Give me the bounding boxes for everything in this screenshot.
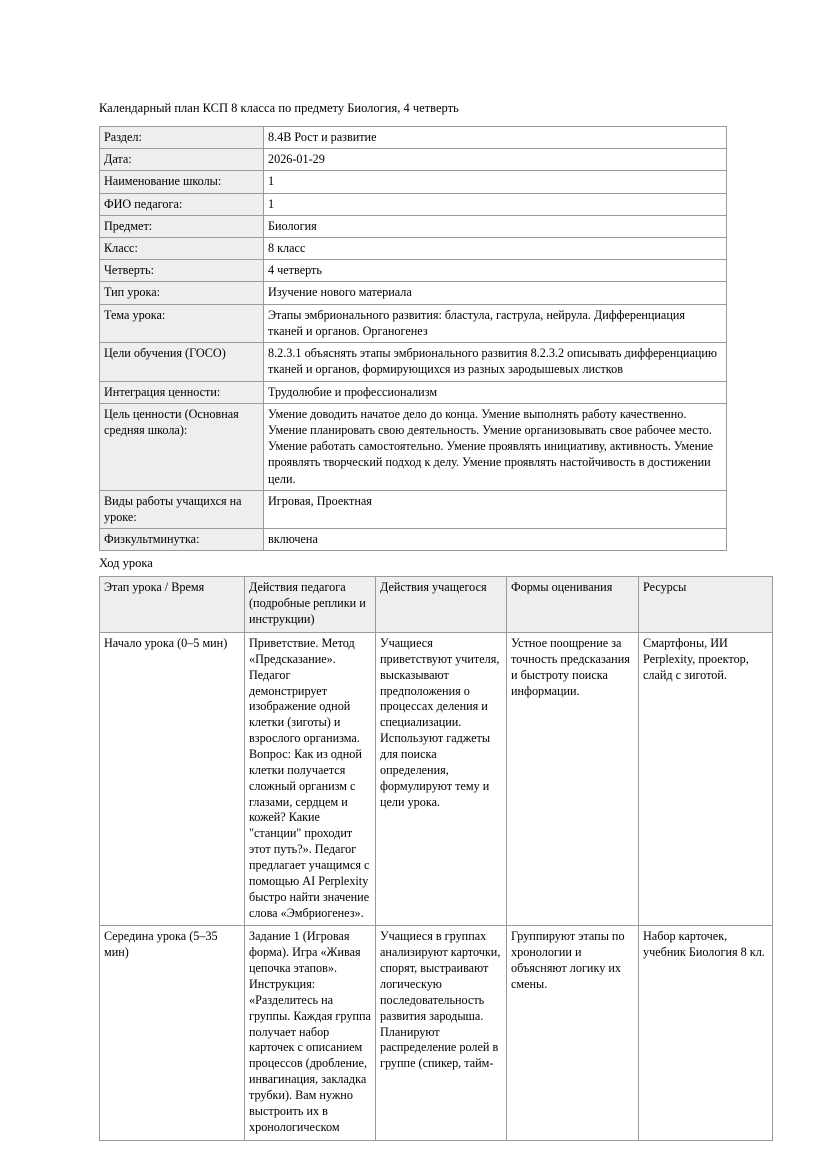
info-table-body <box>100 126 727 551</box>
info-value: Умение доводить начатое дело до конца. Умение выполнять работу качественно. Умение планировать свою деятельность. Умение организовывать свое рабочее место. Умение работать самостоятельно. Умение проявлять инициативу, активность. Умение проявлять творческий подход к делу. Умение проявлять настойчивость в достижении цели. <box>264 403 727 490</box>
info-label: Класс: <box>100 237 264 259</box>
column-header-stage: Этап урока / Время <box>100 577 245 633</box>
page-title: Календарный план КСП 8 класса по предмету Биология, 4 четверть <box>99 101 459 115</box>
table-row <box>100 490 727 528</box>
info-value: 1 <box>264 171 727 193</box>
cell-teacher-actions: Задание 1 (Игровая форма). Игра «Живая цепочка этапов». Инструкция: «Разделитесь на группы. Каждая группа получает набор карточек с описанием процессов (дробление, инвагинация, закладка трубки). Вам нужно выстроить их в хронологическом <box>245 926 376 1140</box>
cell-teacher-actions: Приветствие. Метод «Предсказание». Педагог демонстрирует изображение одной клетки (зиготы) и взрослого организма. Вопрос: Как из одной клетки получается сложный организм с глазами, сердцем и кожей? Какие "станции" проходит этот путь?». Педагог предлагает учащимся с помощью AI Perplexity быстро найти значение слова «Эмбриогенез». <box>245 632 376 925</box>
info-label: Тип урока: <box>100 282 264 304</box>
info-label: Интеграция ценности: <box>100 381 264 403</box>
table-row <box>100 215 727 237</box>
cell-assessment: Устное поощрение за точность предсказания и быстроту поиска информации. <box>507 632 639 925</box>
table-row <box>100 171 727 193</box>
info-value: 8.2.3.1 объяснять этапы эмбрионального развития 8.2.3.2 описывать дифференциацию тканей и органов, формирующихся из разных зародышевых листков <box>264 343 727 381</box>
table-row <box>100 926 773 1140</box>
info-value: Трудолюбие и профессионализм <box>264 381 727 403</box>
info-value: 4 четверть <box>264 260 727 282</box>
info-label: Физкультминутка: <box>100 529 264 551</box>
info-label: Виды работы учащихся на уроке: <box>100 490 264 528</box>
info-label: Предмет: <box>100 215 264 237</box>
info-value: включена <box>264 529 727 551</box>
column-header-student-actions: Действия учащегося <box>376 577 507 633</box>
info-label: Тема урока: <box>100 304 264 342</box>
table-row <box>100 529 727 551</box>
info-value: 1 <box>264 193 727 215</box>
cell-stage: Начало урока (0–5 мин) <box>100 632 245 925</box>
info-value: Игровая, Проектная <box>264 490 727 528</box>
info-label: Цели обучения (ГОСО) <box>100 343 264 381</box>
table-row <box>100 260 727 282</box>
cell-resources: Смартфоны, ИИ Perplexity, проектор, слайд с зиготой. <box>639 632 773 925</box>
info-label: Дата: <box>100 149 264 171</box>
lesson-flow-table <box>99 576 773 1140</box>
table-row <box>100 304 727 342</box>
lesson-info-table <box>99 126 727 552</box>
table-row <box>100 237 727 259</box>
table-row <box>100 381 727 403</box>
table-row <box>100 282 727 304</box>
info-label: ФИО педагога: <box>100 193 264 215</box>
cell-resources: Набор карточек, учебник Биология 8 кл. <box>639 926 773 1140</box>
lesson-table-head <box>100 577 773 633</box>
info-label: Наименование школы: <box>100 171 264 193</box>
table-row <box>100 193 727 215</box>
info-value: Биология <box>264 215 727 237</box>
table-row <box>100 403 727 490</box>
info-label: Цель ценности (Основная средняя школа): <box>100 403 264 490</box>
section-heading-lesson-flow: Ход урока <box>99 556 153 571</box>
table-row <box>100 149 727 171</box>
table-header-row <box>100 577 773 633</box>
lesson-table-body <box>100 632 773 1140</box>
cell-stage: Середина урока (5–35 мин) <box>100 926 245 1140</box>
info-label: Раздел: <box>100 126 264 148</box>
column-header-assessment: Формы оценивания <box>507 577 639 633</box>
info-value: 8.4В Рост и развитие <box>264 126 727 148</box>
table-row <box>100 632 773 925</box>
cell-student-actions: Учащиеся приветствуют учителя, высказывают предположения о процессах деления и специализации. Используют гаджеты для поиска определения, формулируют тему и цели урока. <box>376 632 507 925</box>
info-value: 8 класс <box>264 237 727 259</box>
table-row <box>100 343 727 381</box>
table-row <box>100 126 727 148</box>
cell-assessment: Группируют этапы по хронологии и объясняют логику их смены. <box>507 926 639 1140</box>
info-value: 2026-01-29 <box>264 149 727 171</box>
cell-student-actions: Учащиеся в группах анализируют карточки, спорят, выстраивают логическую последовательность развития зародыша. Планируют распределение ролей в группе (спикер, тайм- <box>376 926 507 1140</box>
info-label: Четверть: <box>100 260 264 282</box>
info-value: Изучение нового материала <box>264 282 727 304</box>
column-header-teacher-actions: Действия педагога (подробные реплики и инструкции) <box>245 577 376 633</box>
column-header-resources: Ресурсы <box>639 577 773 633</box>
info-value: Этапы эмбрионального развития: бластула, гаструла, нейрула. Дифференциация тканей и органов. Органогенез <box>264 304 727 342</box>
